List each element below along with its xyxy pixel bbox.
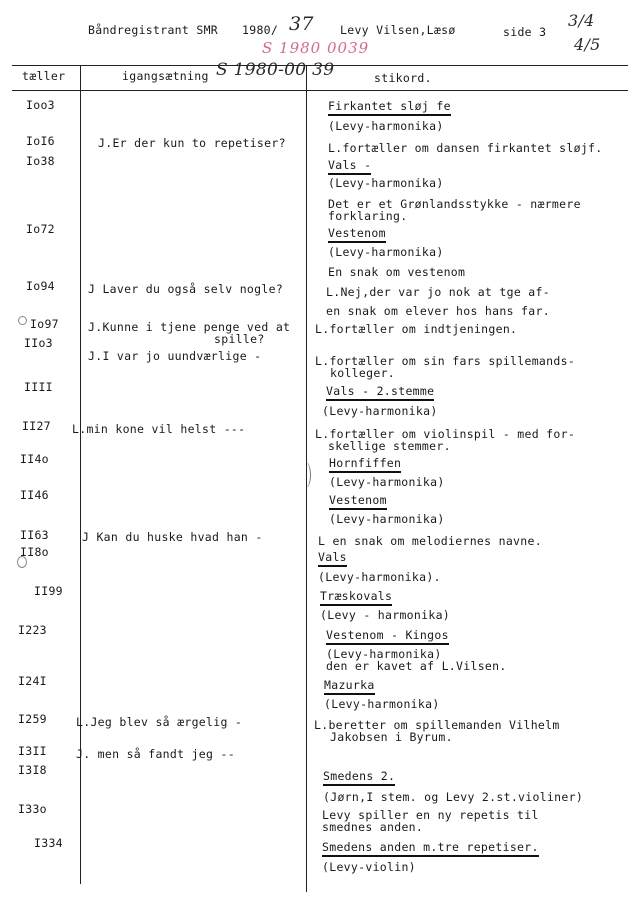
column-divider-counter: [80, 66, 81, 884]
entry-title: Firkantet sløj fe: [328, 99, 451, 116]
archive-stamp: S 1980 0039: [262, 39, 370, 57]
entry-text: L en snak om melodiernes navne.: [318, 534, 542, 548]
entry-title: Mazurka: [324, 678, 375, 695]
entry-text: (Levy-harmonika): [329, 475, 445, 489]
entry-text: L.fortæller om indtjeningen.: [315, 322, 518, 336]
header-page: side 3: [503, 25, 547, 39]
entry-text: forklaring.: [328, 209, 408, 223]
row-question-continued: spille?: [214, 332, 265, 346]
entry-title: Smedens 2.: [323, 769, 395, 786]
header-year: 1980/: [242, 23, 279, 37]
entry-text: skellige stemmer.: [328, 439, 451, 453]
entry-title: Vestenom: [328, 226, 386, 243]
row-counter: Io97: [30, 317, 59, 331]
entry-text: L.fortæller om sin fars spillemands-: [315, 354, 576, 368]
row-counter: Io94: [26, 279, 55, 293]
entry-text: Jakobsen i Byrum.: [330, 730, 453, 744]
header-fraction-top: 3/4: [568, 11, 595, 30]
entry-text: (Levy-harmonika).: [318, 570, 441, 584]
entry-title: Hornfiffen: [329, 456, 401, 473]
entry-text: (Levy-harmonika): [328, 176, 444, 190]
row-counter: II8o: [20, 545, 49, 559]
entry-text: Det er et Grønlandsstykke - nærmere: [328, 197, 581, 211]
row-counter: I24I: [18, 674, 47, 688]
column-header-start: igangsætning: [122, 69, 209, 83]
entry-title: Vals - 2.stemme: [326, 384, 434, 401]
header-informant: Levy Vilsen,Læsø: [340, 23, 456, 37]
entry-text: L.Nej,der var jo nok at tge af-: [326, 285, 550, 299]
entry-title: Vals -: [328, 158, 371, 175]
entry-text: (Levy-harmonika): [329, 512, 445, 526]
header-tape-number: 37: [289, 13, 314, 35]
header-bottom-rule: [12, 90, 628, 91]
entry-text: L.fortæller om violinspil - med for-: [315, 427, 576, 441]
column-header-start-handwritten: S 1980-00 39: [216, 60, 335, 80]
entry-text: (Levy-harmonika): [324, 697, 440, 711]
entry-text: (Levy - harmonika): [320, 608, 451, 622]
entry-text: (Jørn,I stem. og Levy 2.st.violiner): [323, 790, 584, 804]
entry-text: (Levy-violin): [322, 860, 416, 874]
entry-text: den er kavet af L.Vilsen.: [326, 659, 507, 673]
header-title: Båndregistrant SMR: [88, 23, 219, 37]
row-question: J.Kunne i tjene penge ved at: [88, 320, 291, 334]
entry-text: (Levy-harmonika): [326, 647, 442, 661]
row-question: J. men så fandt jeg --: [76, 747, 235, 761]
row-counter: II63: [20, 528, 49, 542]
row-counter: Ioo3: [26, 98, 55, 112]
row-counter: I223: [18, 623, 47, 637]
row-counter: I334: [34, 836, 63, 850]
row-question: J Laver du også selv nogle?: [88, 282, 284, 296]
entry-text: En snak om vestenom: [328, 265, 466, 279]
header-fraction-bottom: 4/5: [574, 35, 601, 54]
entry-title: Smedens anden m.tre repetiser.: [322, 840, 539, 857]
row-question: L.Jeg blev så ærgelig -: [76, 715, 243, 729]
entry-text: smednes anden.: [322, 820, 424, 834]
entry-title: Træskovals: [320, 589, 392, 606]
row-counter: IIo3: [24, 336, 53, 350]
row-counter: I33o: [18, 802, 47, 816]
entry-text: L.beretter om spillemanden Vilhelm: [314, 718, 560, 732]
entry-text: L.fortæller om dansen firkantet sløjf.: [328, 141, 603, 155]
row-counter: I259: [18, 712, 47, 726]
entry-title: Vals: [318, 550, 347, 567]
row-question: J.I var jo uundværlige -: [88, 349, 262, 363]
row-question: J Kan du huske hvad han -: [82, 530, 263, 544]
entry-text: kolleger.: [330, 366, 396, 380]
row-question: L.min kone vil helst ---: [72, 422, 246, 436]
row-counter: II99: [34, 584, 63, 598]
row-counter: Io38: [26, 154, 55, 168]
row-counter: II27: [22, 419, 51, 433]
row-counter: IoI6: [26, 134, 55, 148]
entry-title: Vestenom: [329, 493, 387, 510]
entry-text: (Levy-harmonika): [322, 404, 438, 418]
column-header-counter: tæller: [22, 69, 66, 83]
row-counter: II4o: [20, 452, 49, 466]
row-counter: IIII: [24, 380, 53, 394]
entry-title: Vestenom - Kingos: [326, 628, 449, 645]
entry-text: (Levy-harmonika): [328, 245, 444, 259]
row-counter: I3II: [18, 744, 47, 758]
row-counter: II46: [20, 488, 49, 502]
margin-circle: [18, 316, 27, 325]
margin-mark: [300, 462, 311, 488]
entry-text: en snak om elever hos hans far.: [326, 304, 550, 318]
entry-text: Levy spiller en ny repetis til: [322, 808, 539, 822]
entry-text: (Levy-harmonika): [328, 119, 444, 133]
column-header-keywords: stikord.: [374, 71, 432, 85]
row-counter: Io72: [26, 222, 55, 236]
row-question: J.Er der kun to repetiser?: [98, 136, 286, 150]
row-counter: I3I8: [18, 763, 47, 777]
